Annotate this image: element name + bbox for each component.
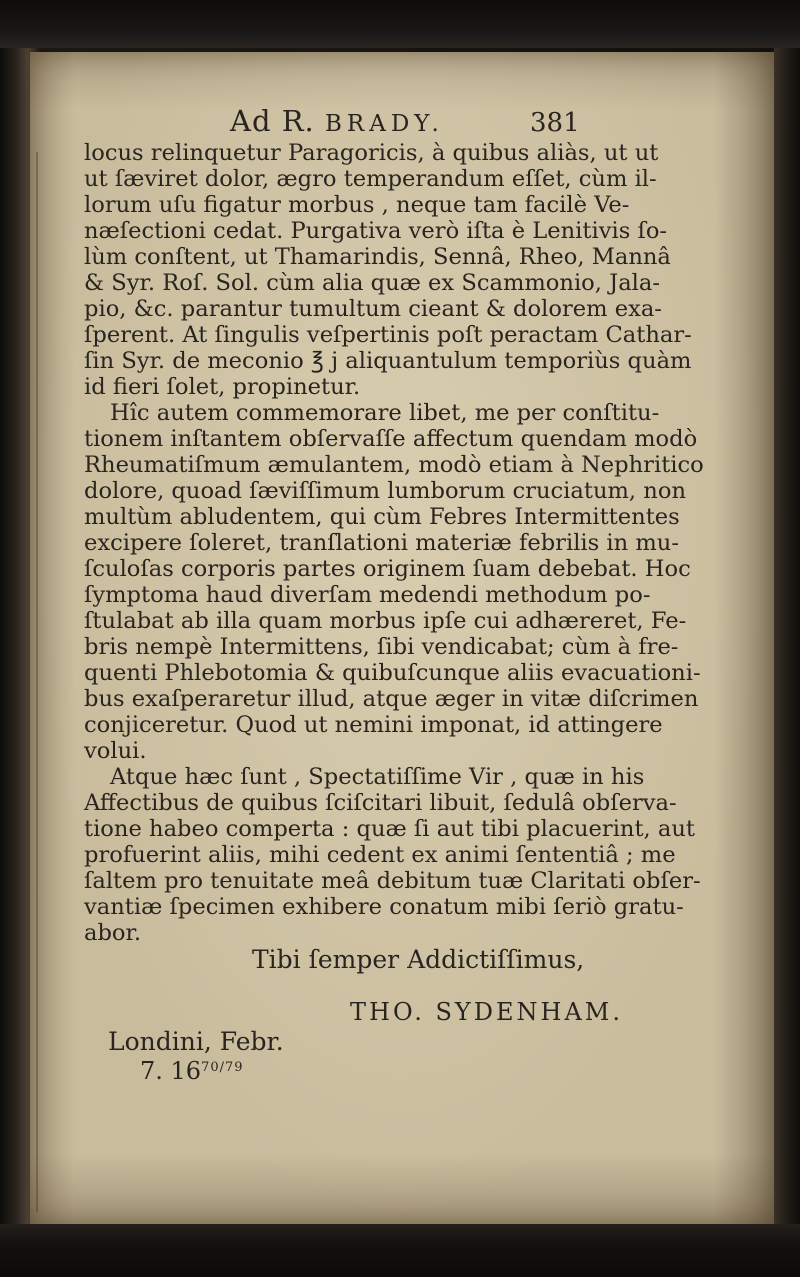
body-line: Rheumatiſmum æmulantem, modò etiam à Nephritico: [84, 452, 704, 478]
page-number: 381: [530, 108, 580, 138]
book-binding-bottom: [0, 1224, 800, 1277]
body-line: multùm abludentem, qui cùm Febres Intermittentes: [84, 504, 680, 530]
body-line: volui.: [84, 738, 147, 764]
body-line: profuerint aliis, mihi cedent ex animi ſententiâ ; me: [84, 842, 676, 868]
page-stack-edge: [774, 48, 800, 1228]
body-line: & Syr. Roſ. Sol. cùm alia quæ ex Scammonio, Jala-: [84, 270, 660, 296]
body-line: ſaltem pro tenuitate meâ debitum tuæ Claritati obſer-: [84, 868, 701, 894]
place-and-month: Londini, Febr.: [108, 1027, 284, 1056]
body-line: locus relinquetur Paragoricis, à quibus aliàs, ut ut: [84, 140, 659, 166]
date-year-fraction: 70/79: [201, 1060, 244, 1075]
body-line: næſectioni cedat. Purgativa verò iſta è Lenitivis ſo-: [84, 218, 668, 244]
body-line: ſymptoma haud diverſam medendi methodum po-: [84, 582, 651, 608]
paper-page: [30, 52, 774, 1224]
running-head: [230, 104, 444, 138]
body-line: bris nempè Intermittens, ſibi vendicabat; cùm à fre-: [84, 634, 679, 660]
body-line: ſin Syr. de meconio ℥ j aliquantulum temporiùs quàm: [84, 348, 692, 374]
page-text: [30, 52, 774, 1224]
body-line: dolore, quoad ſæviſſimum lumborum cruciatum, non: [84, 478, 686, 504]
date-year-text: 7. 16: [140, 1057, 202, 1085]
body-line: id fieri ſolet, propinetur.: [84, 374, 361, 400]
body-line: pio, &c. parantur tumultum cieant & dolorem exa-: [84, 296, 662, 322]
running-head-name: BRADY.: [325, 111, 444, 137]
body-line: excipere ſoleret, tranſlationi materiæ febrilis in mu-: [84, 530, 679, 556]
body-line: tionem inſtantem obſervaſſe affectum quendam modò: [84, 426, 698, 452]
body-line: abor.: [84, 920, 142, 946]
body-text: [84, 140, 774, 946]
body-line: ſculoſas corporis partes originem ſuam debebat. Hoc: [84, 556, 691, 582]
body-line: Affectibus de quibus ſciſcitari libuit, ſedulâ obſerva-: [84, 790, 677, 816]
body-line: ſperent. At ſingulis veſpertinis poſt peractam Cathar-: [84, 322, 692, 348]
body-line: Atque hæc ſunt , Spectatiſſime Vir , quæ in his: [110, 764, 645, 790]
body-line: vantiæ ſpecimen exhibere conatum mibi ſeriò gratu-: [84, 894, 684, 920]
running-head-prefix: Ad R.: [230, 104, 325, 138]
body-line: lorum uſu figatur morbus , neque tam facilè Ve-: [84, 192, 630, 218]
body-line: conjiceretur. Quod ut nemini imponat, id attingere: [84, 712, 663, 738]
body-line: quenti Phlebotomia & quibuſcunque aliis evacuationi-: [84, 660, 701, 686]
body-line: Hîc autem commemorare libet, me per conſtitu-: [110, 400, 660, 426]
body-line: bus exaſperaretur illud, atque æger in vitæ diſcrimen: [84, 686, 699, 712]
body-line: tione habeo comperta : quæ ſi aut tibi placuerint, aut: [84, 816, 696, 842]
date-year: [140, 1057, 244, 1085]
book-binding-top: [0, 0, 800, 48]
author-signature: THO. SYDENHAM.: [350, 998, 623, 1026]
body-line: ut ſæviret dolor, ægro temperandum eſſet, cùm il-: [84, 166, 657, 192]
body-line: ſtulabat ab illa quam morbus ipſe cui adhæreret, Fe-: [84, 608, 687, 634]
closing-salutation: Tibi ſemper Addictiſſimus,: [252, 945, 585, 974]
body-line: lùm conſtent, ut Thamarindis, Sennâ, Rheo, Mannâ: [84, 244, 671, 270]
